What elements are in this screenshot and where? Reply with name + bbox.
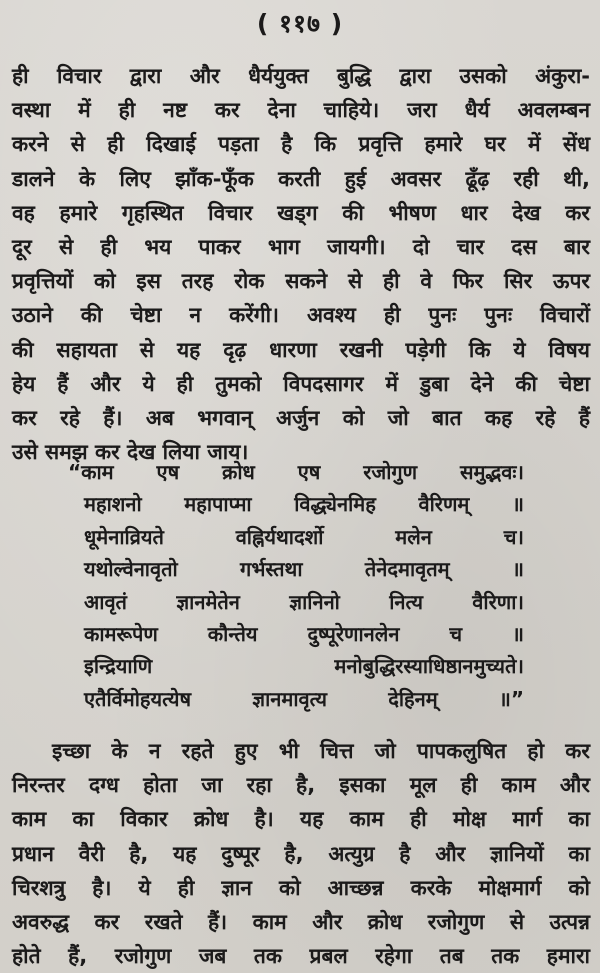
text-line: काम का विकार क्रोध है। यह काम ही मोक्ष मार्ग का — [12, 807, 590, 832]
text-line: इच्छा के न रहते हुए भी चित्त जो पापकलुषित हो कर — [52, 739, 590, 763]
verse-line: कामरूपेण कौन्तेय दुष्पूरेणानलेन च ॥ — [84, 621, 524, 646]
text-line: दूर से ही भय पाकर भाग जायगी। दो चार दस बार — [12, 234, 590, 259]
verse-line: आवृतं ज्ञानमेतेन ज्ञानिनो नित्य वैरिणा। — [84, 589, 524, 614]
verse-line: “काम एष क्रोध एष रजोगुण समुद्भवः। — [68, 460, 524, 484]
verse-line: एतैर्विमोहयत्येष ज्ञानमावृत्य देहिनम् ॥” — [84, 686, 524, 711]
text-line: निरन्तर दग्ध होता जा रहा है, इसका मूल ही काम और — [12, 773, 590, 798]
text-line: ही विचार द्वारा और धैर्ययुक्त बुद्धि द्वारा उसको अंकुरा- — [12, 64, 590, 88]
text-line: कर रहे हैं। अब भगवान् अर्जुन को जो बात कह रहे हैं — [12, 405, 590, 430]
verse-line: महाशनो महापाप्मा विद्ध्येनमिह वैरिणम् ॥ — [84, 492, 524, 517]
text-line: वह हमारे गृहस्थित विचार खड्ग की भीषण धार देख कर — [12, 200, 590, 225]
verse-line: यथोल्वेनावृतो गर्भस्तथा तेनेदमावृतम् ॥ — [84, 557, 524, 582]
text-line: वस्था में ही नष्ट कर देना चाहिये। जरा धैर्य अवलम्बन — [12, 98, 590, 123]
text-line: हेय हैं और ये ही तुमको विपदसागर में डुबा देने की चेष्टा — [12, 371, 590, 396]
paragraph-2 — [12, 734, 590, 973]
verse-quote — [68, 456, 524, 715]
text-line: उठाने की चेष्टा न करेंगी। अवश्य ही पुनः पुनः विचारों — [12, 303, 590, 328]
text-line: करने से ही दिखाई पड़ता है कि प्रवृत्ति हमारे घर में सेंध — [12, 132, 590, 157]
paragraph-1 — [12, 59, 590, 469]
text-line: की सहायता से यह दृढ़ धारणा रखनी पड़ेगी कि ये विषय — [12, 337, 590, 362]
text-line: डालने के लिए झाँक-फूँक करती हुई अवसर ढूँढ़ रही थी, — [12, 166, 590, 191]
text-line: उसे समझ कर देख लिया जाय। — [12, 440, 249, 465]
text-line: होते हैं, रजोगुण जब तक प्रबल रहेगा तब तक हमारा — [12, 944, 590, 969]
verse-line: इन्द्रियाणि मनोबुद्धिरस्याधिष्ठानमुच्यते। — [84, 654, 524, 679]
text-line: प्रधान वैरी है, यह दुष्पूर है, अत्युग्र है और ज्ञानियों का — [12, 841, 590, 866]
text-line: अवरुद्ध कर रखते हैं। काम और क्रोध रजोगुण से उत्पन्न — [12, 909, 590, 934]
text-line: चिरशत्रु है। ये ही ज्ञान को आच्छन्न करके मोक्षमार्ग को — [12, 875, 590, 900]
verse-line: धूमेनाव्रियते वह्निर्यथादर्शो मलेन च। — [84, 524, 524, 549]
text-line: प्रवृत्तियों को इस तरह रोक सकने से ही वे फिर सिर ऊपर — [12, 269, 590, 294]
page-number: ( ११७ ) — [256, 9, 344, 38]
